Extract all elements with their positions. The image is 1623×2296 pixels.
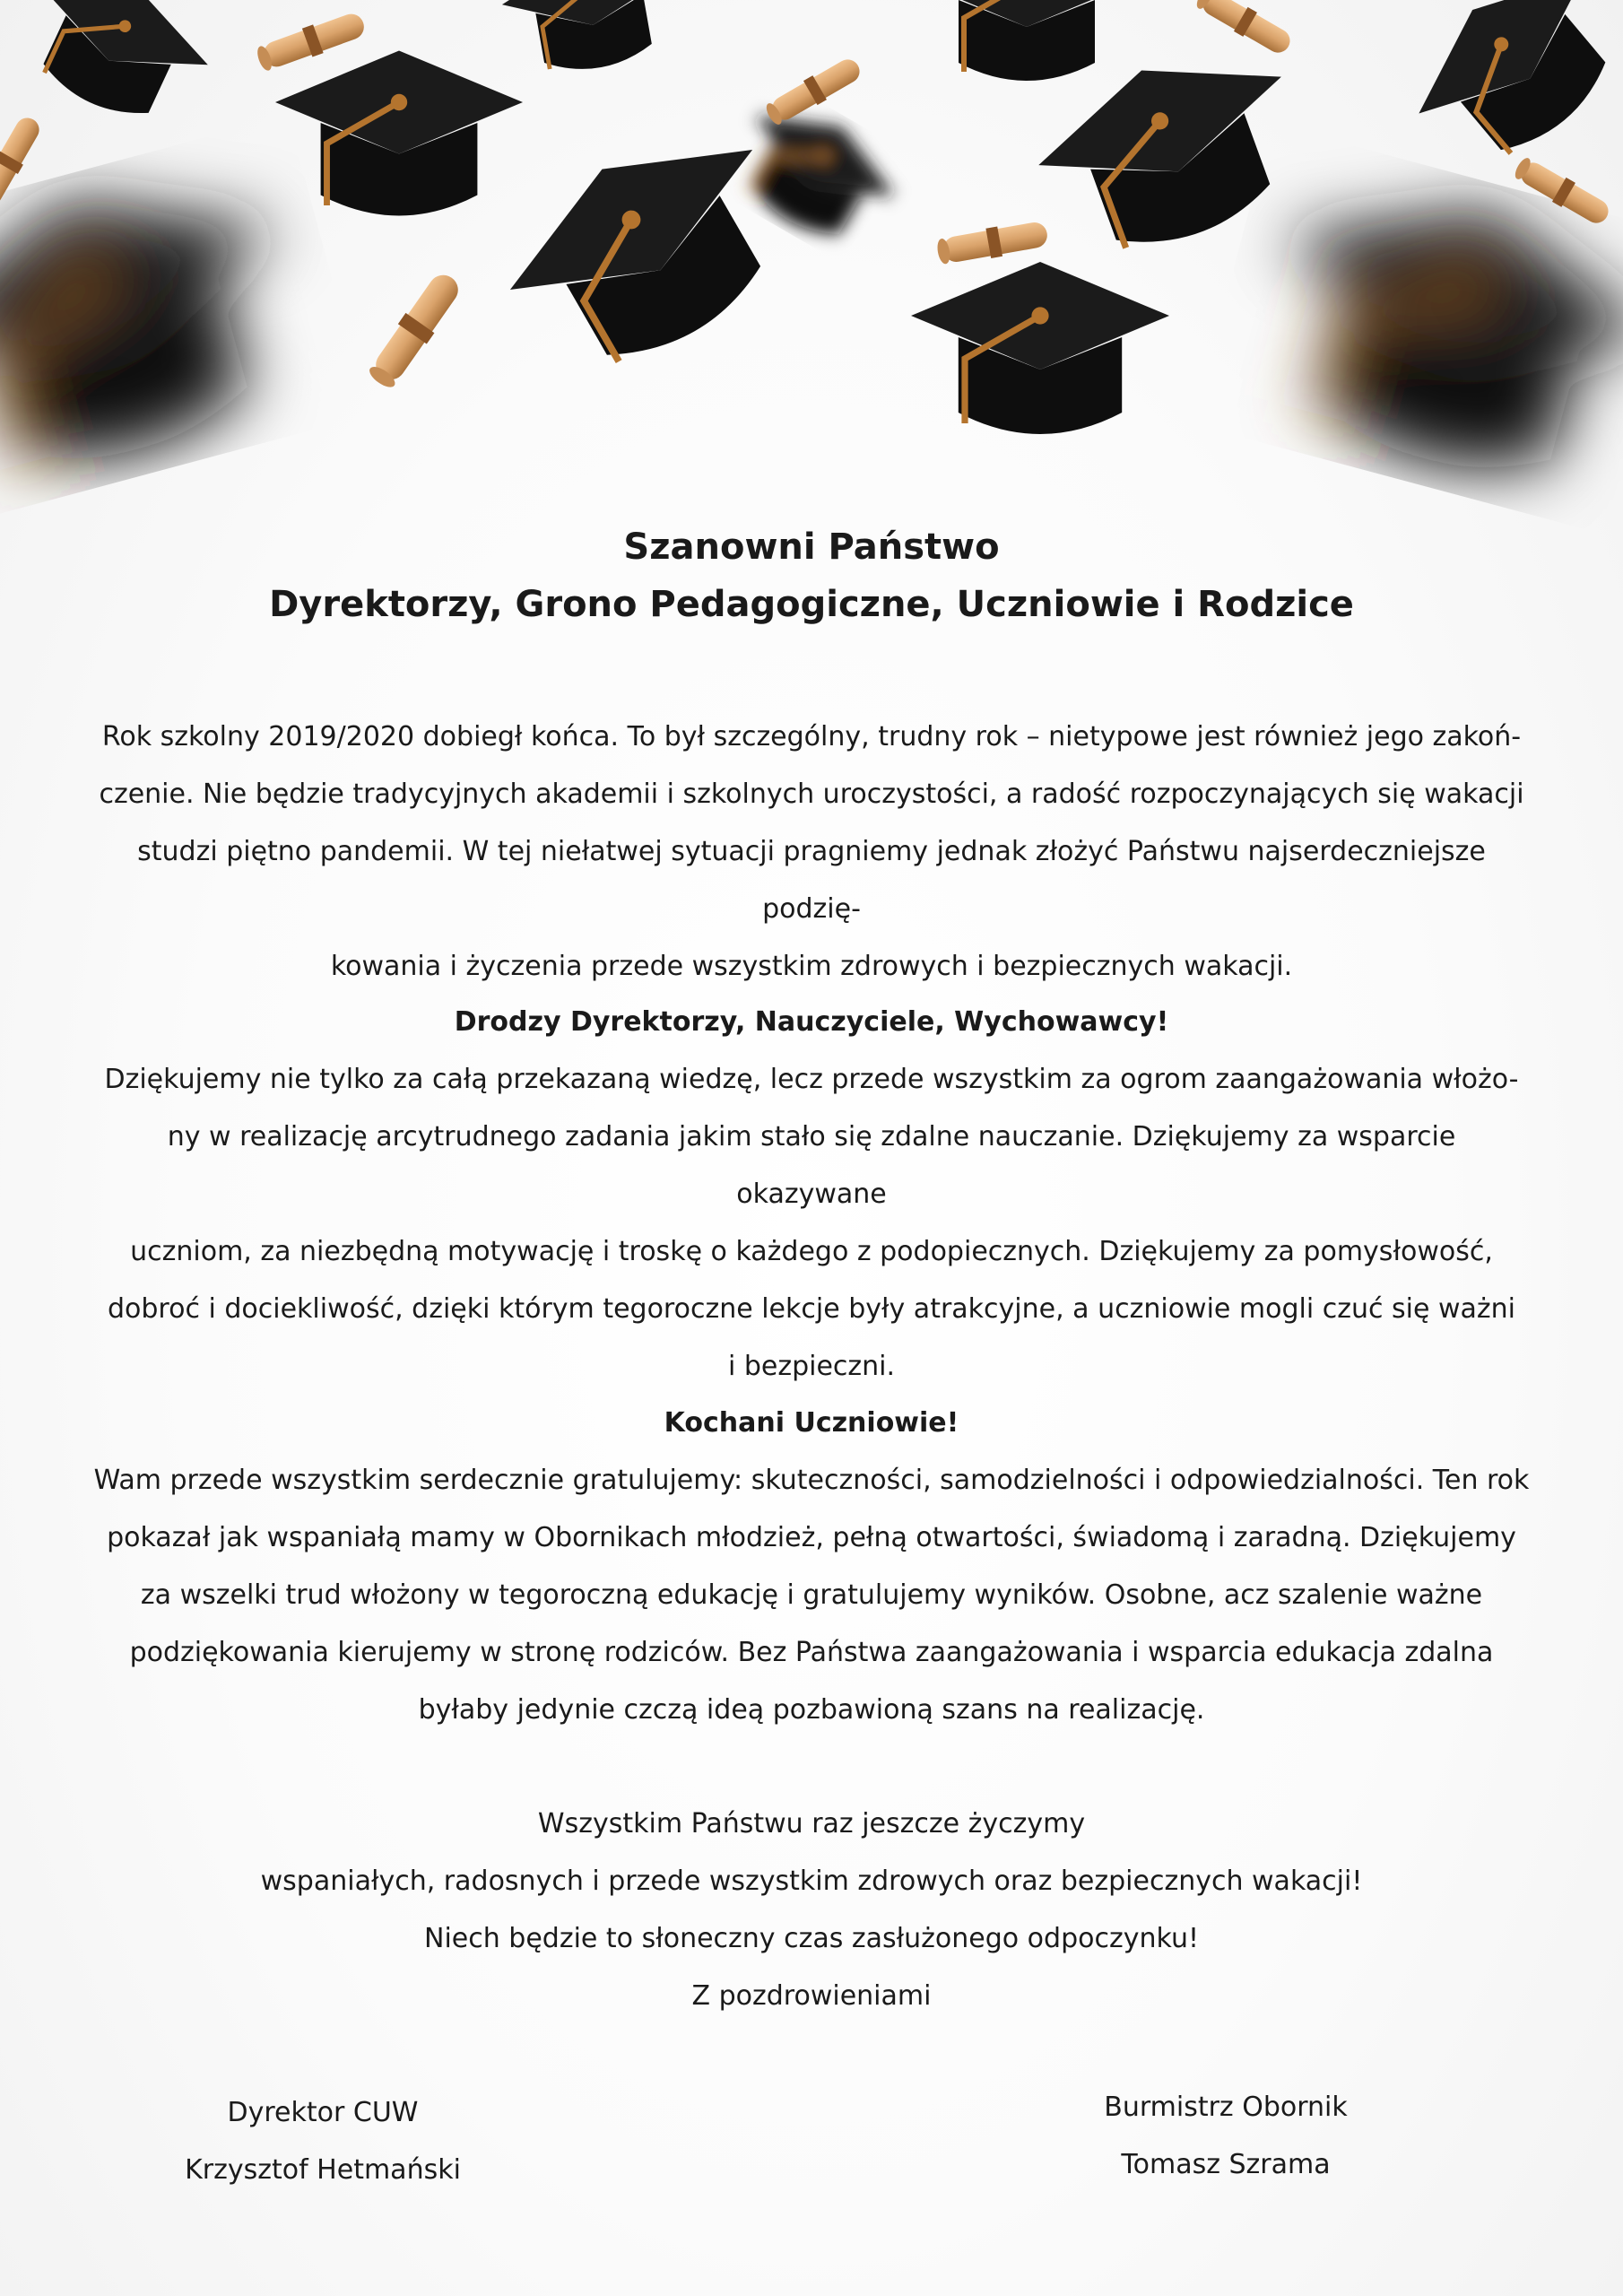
diploma-scroll-icon <box>935 218 1049 267</box>
teachers-heading: Drodzy Dyrektorzy, Nauczyciele, Wychowawcy! <box>454 1006 1169 1038</box>
text-line: i bezpieczni. <box>727 1351 896 1382</box>
letter-heading <box>0 518 1623 633</box>
text-line: pokazał jak wspaniałą mamy w Obornikach młodzież, pełną otwartości, świadomą i zaradną. Dziękujemy <box>107 1522 1516 1553</box>
graduation-cap-icon <box>496 0 685 83</box>
diploma-scroll-icon <box>0 112 46 214</box>
closing-wishes <box>0 1796 1623 2025</box>
signatory-name: Tomasz Szrama <box>1121 2149 1331 2180</box>
diploma-scroll-icon <box>364 268 466 393</box>
signatory-role: Burmistrz Obornik <box>1104 2092 1348 2123</box>
diploma-scroll-icon <box>1511 153 1613 229</box>
graduation-cap-icon <box>718 87 912 261</box>
graduation-caps-illustration <box>0 0 1623 556</box>
text-line: uczniom, za niezbędną motywację i troskę o każdego z podopiecznych. Dziękujemy za pomysłowość, <box>130 1236 1493 1267</box>
students-heading: Kochani Uczniowie! <box>664 1407 959 1439</box>
graduation-cap-icon <box>6 0 223 141</box>
text-line: wspaniałych, radosnych i przede wszystkim zdrowych oraz bezpiecznych wakacji! <box>260 1866 1363 1897</box>
graduation-cap-icon <box>1237 160 1623 509</box>
text-line: Rok szkolny 2019/2020 dobiegł końca. To był szczególny, trudny rok – nietypowe jest również jego zakoń- <box>101 721 1522 752</box>
graduation-cap-icon <box>481 100 816 401</box>
text-line: ny w realizację arcytrudnego zadania jakim stało się zdalne nauczanie. Dziękujemy za wsparcie okazywane <box>167 1121 1456 1210</box>
text-line: za wszelki trud włożony w tegoroczną edukację i gratulujemy wyników. Osobne, acz szalenie ważne <box>140 1579 1483 1611</box>
diploma-scroll-icon <box>1193 0 1295 59</box>
graduation-cap-icon <box>275 51 523 216</box>
text-line: czenie. Nie będzie tradycyjnych akademii i szkolnych uroczystości, a radość rozpoczynających się wakacji <box>99 778 1524 810</box>
graduation-cap-icon <box>0 151 324 500</box>
signatory-role: Dyrektor CUW <box>227 2097 419 2128</box>
signature-right <box>1002 2079 1450 2194</box>
graduation-cap-icon <box>919 0 1134 81</box>
signatory-name: Krzysztof Hetmański <box>185 2154 461 2186</box>
text-line: byłaby jedynie czczą ideą pozbawioną szans na realizację. <box>418 1694 1205 1726</box>
diploma-scroll-icon <box>762 53 864 128</box>
signature-left <box>99 2084 547 2199</box>
text-line: dobroć i dociekliwość, dzięki którym tegoroczne lekcje były atrakcyjne, a uczniowie mogli czuć się ważni <box>107 1293 1516 1325</box>
text-line: Wam przede wszystkim serdecznie gratulujemy: skuteczności, samodzielności i odpowiedzialności. Ten rok <box>93 1465 1530 1496</box>
graduation-cap-icon <box>1390 0 1623 189</box>
greeting: Szanowni Państwo <box>623 526 1000 568</box>
text-line: Niech będzie to słoneczny czas zasłużonego odpoczynku! <box>424 1923 1199 1954</box>
students-section <box>90 1395 1533 1739</box>
diploma-scroll-icon <box>254 8 369 74</box>
intro-paragraph <box>90 709 1533 996</box>
text-line: Z pozdrowieniami <box>691 1980 932 2012</box>
text-line: studzi piętno pandemii. W tej niełatwej sytuacji pragniemy jednak złożyć Państwu najserdeczniejsze podzię- <box>137 836 1486 925</box>
addressees: Dyrektorzy, Grono Pedagogiczne, Uczniowie i Rodzice <box>269 584 1354 625</box>
text-line: Dziękujemy nie tylko za całą przekazaną wiedzę, lecz przede wszystkim za ogrom zaangażowania włożo- <box>104 1064 1519 1095</box>
teachers-section <box>90 994 1533 1396</box>
graduation-cap-icon <box>911 262 1169 434</box>
text-line: podziękowania kierujemy w stronę rodziców. Bez Państwa zaangażowania i wsparcia edukacja zdalna <box>129 1637 1494 1668</box>
text-line: Wszystkim Państwu raz jeszcze życzymy <box>537 1808 1086 1839</box>
text-line: kowania i życzenia przede wszystkim zdrowych i bezpiecznych wakacji. <box>330 951 1293 982</box>
